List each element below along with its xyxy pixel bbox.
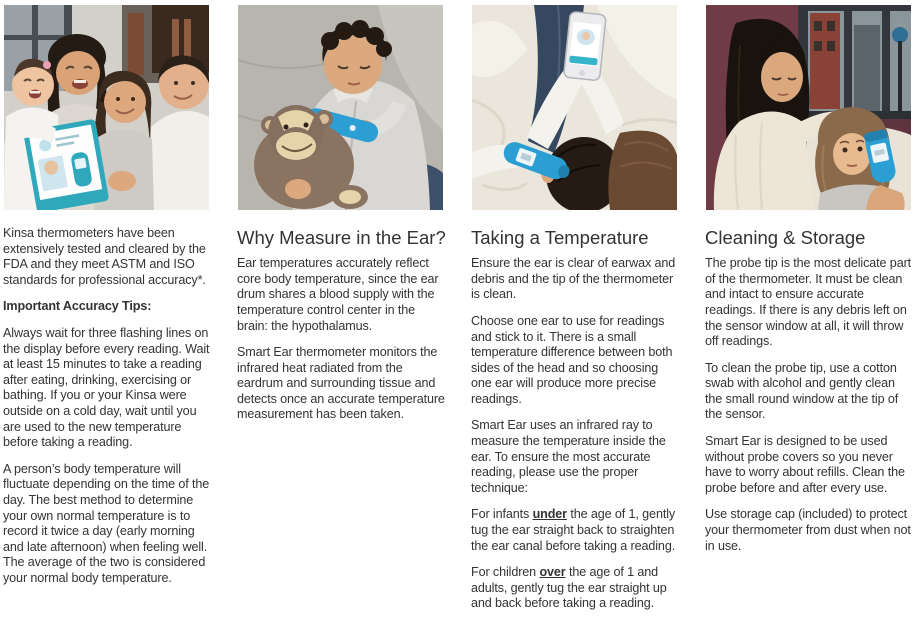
app-and-thermometer-photo-illustration (472, 5, 677, 210)
mother-child-photo-illustration (706, 5, 911, 210)
accuracy-intro-paragraph: Kinsa thermometers have been extensively tested and cleared by the FDA and they meet ASTM and ISO standards for professional accuracy*. (3, 226, 206, 287)
cleaning-paragraph-2: To clean the probe tip, use a cotton swab with alcohol and gently clean the small round window at the tip of the sensor. (705, 360, 899, 422)
column-taking-a-temperature (471, 5, 681, 623)
section-heading-cleaning-storage: Cleaning & Storage (705, 227, 866, 248)
children-over-emphasis: over (539, 565, 566, 580)
infants-text-pre: For infants (471, 507, 533, 522)
accuracy-tips-heading: Important Accuracy Tips: (3, 299, 152, 314)
section-heading-why-ear: Why Measure in the Ear? (237, 227, 446, 248)
photo-mother-and-child (706, 5, 911, 210)
infants-text-post: the age of 1, gently tug the ear straight back to straighten the ear canal before taking a reading. (471, 507, 676, 553)
children-text-post: the age of 1 and adults, gently tug the ear straight up and back before taking a reading. (471, 565, 667, 611)
why-ear-paragraph-2: Smart Ear thermometer monitors the infrared heat radiated from the eardrum and surrounding tissue and detects once an accurate temperature measurement has been taken. (237, 345, 445, 422)
children-text-pre: For children (471, 565, 540, 580)
photo-family-with-kinsa-box (4, 5, 209, 210)
column-why-measure-in-the-ear (237, 5, 447, 623)
boy-monkey-photo-illustration (238, 5, 443, 210)
taking-temp-paragraph-2: Choose one ear to use for readings and stick to it. There is a small temperature difference between both sides of the head and so choosing one ear will produce more precise readings. (471, 313, 673, 406)
photo-child-with-app (472, 5, 677, 210)
photo-boy-with-monkey (238, 5, 443, 210)
accuracy-paragraph-2: A person’s body temperature will fluctuate depending on the time of the day. The best method to determine your own normal temperature is to record it twice a day (early morning and late afternoon) when feeling well. The average of the two is considered your normal body temperature. (3, 461, 210, 585)
family-photo-illustration (4, 5, 209, 210)
taking-temp-paragraph-1: Ensure the ear is clear of earwax and debris and the tip of the thermometer is clean. (471, 256, 676, 302)
why-ear-paragraph-1: Ear temperatures accurately reflect core body temperature, since the ear drum shares a blood supply with the temperature control center in the brain: the hypothalamus. (237, 256, 439, 333)
cleaning-paragraph-3: Smart Ear is designed to be used without probe covers so you never have to worry about refills. Clean the probe before and after every use. (705, 434, 905, 495)
section-heading-taking-temperature: Taking a Temperature (471, 227, 649, 248)
column-cleaning-and-storage (705, 5, 915, 623)
taking-temp-children-paragraph (471, 565, 681, 612)
taking-temp-paragraph-3: Smart Ear uses an infrared ray to measure the temperature inside the ear. To ensure the most accurate reading, please use the proper technique: (471, 418, 666, 495)
column-accuracy-tips (3, 5, 213, 623)
taking-temp-infants-paragraph (471, 507, 681, 554)
cleaning-paragraph-4: Use storage cap (included) to protect your thermometer from dust when not in use. (705, 507, 911, 553)
cleaning-paragraph-1: The probe tip is the most delicate part of the thermometer. It must be clean and intact to ensure accurate readings. If there is any debris left on the sensor window at all, it will throw off readings. (705, 256, 912, 349)
accuracy-paragraph-1: Always wait for three flashing lines on the display before every reading. Wait at least 15 minutes to take a reading after eating, drinking, exercising or bathing. If you or your Kinsa were outside on a cold day, wait until you are used to the new temperature before taking a reading. (3, 325, 210, 450)
infants-under-emphasis: under (532, 507, 567, 522)
